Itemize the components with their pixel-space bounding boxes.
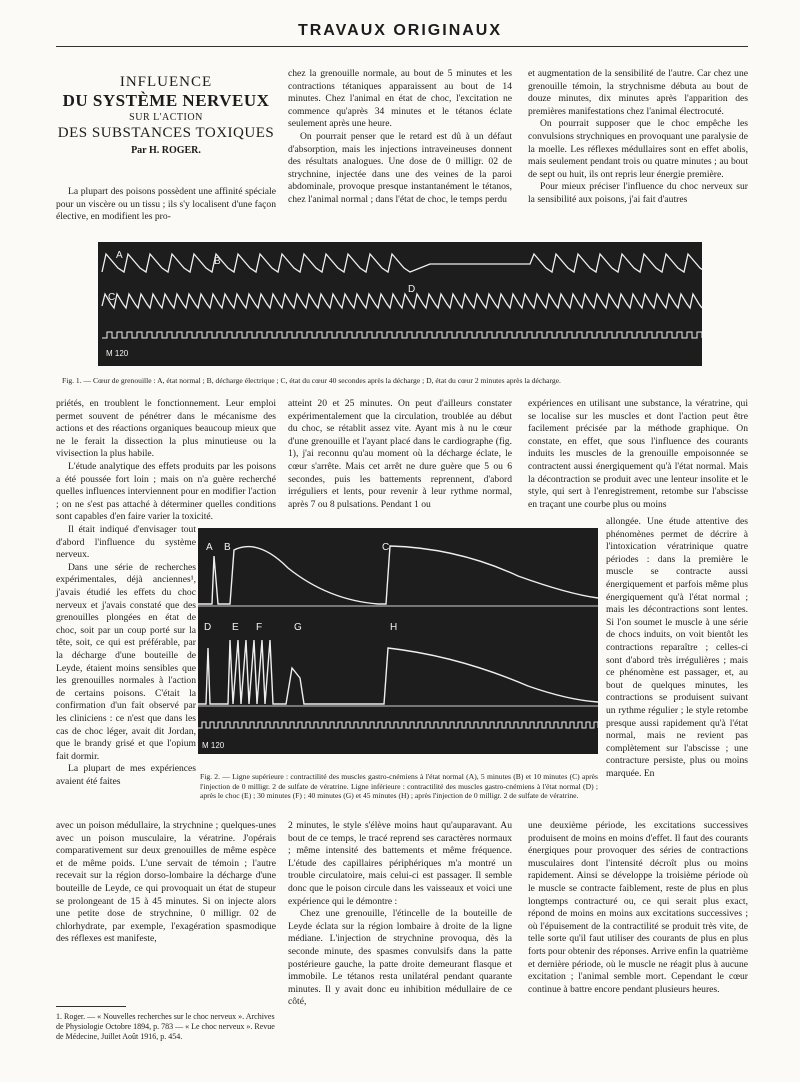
figure-1-heart-tracing	[98, 242, 702, 366]
fig1-scale-label: M 120	[106, 349, 129, 358]
column-3-bottom	[528, 820, 748, 996]
fig2-label-a: A	[206, 542, 213, 553]
paragraph: allongée. Une étude attentive des phénomènes permet de décrire à l'intoxication vératrinique quatre périodes : dans la première le muscle se contracte aussi énergiquement et parfois même plus énergiquement qu'à l'état normal ; mais les décontractions sont lentes. Si l'on soumet le muscle à une série de chocs induits, on voit bientôt les contractions reparaître ; celles-ci sont d'abord très irrégulières ; mais ce phénomène est passager, et, au bout de quelques minutes, les contractions se produisent suivant un rythme régulier ; le style retombe presque aussi rapidement qu'à l'état normal, mais ne revient pas complètement sur l'abscisse ; une contracture persiste, plus ou moins marquée. En	[606, 516, 748, 779]
paragraph: chez la grenouille normale, au bout de 5 minutes et les contractions tétaniques apparaissent au bout de 14 minutes. Chez l'animal en état de choc, l'excitation ne commence qu'après 34 minutes et le tétanos éclate seulement après une heure.	[288, 68, 512, 130]
figure-2-background	[198, 528, 598, 754]
column-1-narrow	[56, 524, 196, 788]
column-2-mid	[288, 398, 512, 511]
column-3-narrow	[606, 516, 748, 780]
fig2-scale-label: M 120	[202, 741, 225, 750]
title-line-4: DES SUBSTANCES TOXIQUES	[57, 125, 275, 141]
paragraph: Pour mieux préciser l'influence du choc nerveux sur la sensibilité aux poisons, j'ai fait d'autres	[528, 181, 748, 205]
title-line-2: DU SYSTÈME NERVEUX	[62, 91, 270, 110]
paragraph: Il était indiqué d'envisager tout d'abord l'influence du système nerveux.	[56, 524, 196, 561]
footnote-rule	[56, 1006, 126, 1007]
paragraph: L'étude analytique des effets produits par les poisons a été poussée fort loin ; mais on n'a guère recherché quelles influences interviennent pour en modifier l'action ; on ne s'est pas attaché à déterminer quelles conditions sont capables d'en faire varier la toxicité.	[56, 460, 276, 523]
fig2-label-d: D	[204, 622, 212, 633]
column-1-top	[56, 186, 276, 224]
column-2-bottom	[288, 820, 512, 1009]
figure-1-background	[98, 242, 702, 366]
fig2-label-f: F	[256, 622, 263, 633]
fig1-label-c: C	[108, 292, 116, 303]
figure-1-caption: Fig. 1. — Cœur de grenouille : A, état normal ; B, décharge électrique ; C, état du cœur 40 secondes après la décharge ; D, état du cœur 2 minutes après la décharge.	[62, 376, 561, 385]
paragraph: La plupart de mes expériences avaient été faites	[56, 763, 196, 787]
trace-time-signal	[198, 722, 598, 728]
journal-section-header: TRAVAUX ORIGINAUX	[297, 22, 503, 39]
fig1-label-d: D	[408, 284, 416, 295]
fig2-label-h: H	[390, 622, 398, 633]
article-title-block	[56, 74, 276, 158]
column-2-top	[288, 68, 512, 207]
column-1-mid	[56, 398, 276, 524]
figure-2-muscle-tracing	[198, 528, 598, 754]
author-byline: Par H. ROGER.	[131, 145, 201, 156]
fig2-label-e: E	[232, 622, 239, 633]
paragraph: avec un poison médullaire, la strychnine ; quelques-unes avec un poison musculaire, la vératrine. J'opérais comparativement sur deux grenouilles de même espèce et de même poids. L'une servait de témoin ; l'autre recevait sur la région dorso-lombaire la décharge d'une bouteille de Leyde, ce qui provoquait un état de stupeur se prolongeant de 15 à 45 minutes. Si on injecte alors une petite dose de strychnine, 0 milligr. 02 de chlorhydrate, par exemple, l'exagération spasmodique des réflexes est manifeste,	[56, 820, 276, 945]
title-line-3: SUR L'ACTION	[129, 112, 203, 123]
trace-time-signal	[102, 332, 702, 338]
paragraph: et augmentation de la sensibilité de l'autre. Car chez une grenouille témoin, la strychnisme débuta au bout de douze minutes, dix minutes après l'apparition des premières manifestations chez l'animal électrocuté.	[528, 68, 748, 117]
paragraph: La plupart des poisons possèdent une affinité spéciale pour un viscère ou un tissu ; ils s'y localisent d'une façon élective, en modifient les pro-	[56, 186, 276, 223]
fig2-label-c: C	[382, 542, 390, 553]
title-line-1: INFLUENCE	[119, 74, 213, 90]
paragraph: 2 minutes, le style s'élève moins haut qu'auparavant. Au bout de ce temps, le tracé reprend ses caractères normaux ; même intensité des battements et même fréquence. L'étude des capillaires périphériques m'a montré un trouble circulatoire, mais celui-ci est passager. Il semble donc que le poison circule dans les vaisseaux et voici une expérience qui le démontre :	[288, 820, 512, 907]
column-3-mid	[528, 398, 748, 511]
paragraph: atteint 20 et 25 minutes. On peut d'ailleurs constater expérimentalement que la circulation, troublée au début du choc, se rétablit assez vite. Ayant mis à nu le cœur d'une grenouille et l'ayant placé dans le cardiographe (fig. 1), j'ai reconnu qu'au moment où la décharge éclate, le cœur s'arrête. Mais cet arrêt ne dure guère que 5 ou 6 secondes, puis les battements reprennent, d'abord irréguliers et lents, pour revenir à leur rythme normal, après 7 ou 8 pulsations. Pendant 1 ou	[288, 398, 512, 510]
paragraph: Chez une grenouille, l'étincelle de la bouteille de Leyde éclata sur la région lombaire à droite de la ligne médiane. L'injection de strychnine provoqua, dès la seconde minute, des spasmes convulsifs dans la patte postérieure gauche, la patte droite demeurant flasque et immobile. Le tétanos resta unilatéral pendant quarante minutes. Il y avait donc eu inhibition médullaire de ce côté,	[288, 908, 512, 1008]
paragraph: Dans une série de recherches expérimentales, déjà anciennes¹, j'avais étudié les effets du choc nerveux et j'avais constaté que des grenouilles plongées en état de choc, soit par un coup porté sur la tête, soit, ce qui est préférable, par la décharge d'une bouteille de Leyde, étaient moins sensibles que les grenouilles normales à l'action de certains poisons. C'était la confirmation d'un fait observé par les cliniciens : ce n'est que dans les cas de choc léger, avait dit Jordan, que le brandy grisé et que l'opium fait dormir.	[56, 561, 196, 762]
header-rule	[56, 46, 748, 47]
paragraph: On pourrait supposer que le choc empêche les convulsions strychniques en provoquant une paralysie de la moelle. Les réflexes médullaires sont en effet abolis, mais seulement pendant trois ou quatre minutes ; au bout de sept ou huit, ils ont repris leur énergie première.	[528, 118, 748, 180]
footnote: 1. Roger. — « Nouvelles recherches sur le choc nerveux ». Archives de Physiologie Octobre 1894, p. 783 — « Le choc nerveux ». Revue de Médecine, Juillet Août 1916, p. 454.	[56, 1012, 275, 1041]
fig2-label-g: G	[294, 622, 302, 633]
paragraph: expériences en utilisant une substance, la vératrine, qui se localise sur les muscles et dont l'action peut être facilement précisée par la méthode graphique. On constate, en effet, que sous l'influence des courants induits les muscles de la grenouille empoisonnée se contractent aussi énergiquement qu'à l'état normal. Mais la décontraction se produit avec une lenteur insolite et le style, qui sert à l'enregistrement, retombe sur l'abscisse en traçant une courbe plus ou moins	[528, 398, 748, 510]
fig1-label-a: A	[116, 250, 123, 261]
column-3-top	[528, 68, 748, 207]
column-1-bottom	[56, 820, 276, 946]
fig2-label-b: B	[224, 542, 231, 553]
paragraph: On pourrait penser que le retard est dû à un défaut d'absorption, mais les injections intraveineuses donnent des résultats analogues. Une dose de 0 milligr. 02 de strychnine, injectée dans une des veines de la paroi abdominale, provoque presque instantanément le tétanos, chez l'animal normal ; dans l'état de choc, le temps perdu	[288, 130, 512, 205]
fig1-label-b: B	[214, 256, 221, 267]
paragraph: priétés, en troublent le fonctionnement. Leur emploi permet souvent de pénétrer dans le mécanisme des actions et des réactions organiques beaucoup mieux que ne le ferait la dissection la plus minutieuse ou la vivisection la plus habile.	[56, 398, 276, 460]
figure-2-caption: Fig. 2. — Ligne supérieure : contractilité des muscles gastro-cnémiens à l'état normal (A), 5 minutes (B) et 10 minutes (C) après l'injection de 0 milligr. 2 de sulfate de vératrine. Ligne inférieure : contractilité des muscles gastro-cnémiens à l'état normal (D) ; après le choc (E) ; 30 minutes (F) ; 40 minutes (G) et 45 minutes (H) ; après l'injection de 0 milligr. 2 de sulfate de vératrine.	[200, 772, 598, 801]
paragraph: une deuxième période, les excitations successives produisent de moins en moins d'effet. Il faut des courants énergiques pour provoquer des séries de contractions musculaires dont l'intensité décroît plus ou moins rapidement. Ainsi se développe la troisième période où le muscle se contracte faiblement, reste de plus en plus longtemps contracturé ou, ce qui serait plus exact, répond de moins en moins aux excitations successives ; où l'épuisement de la contractilité se produit très vite, de telle sorte qu'il faut utiliser des courants de plus en plus forts pour obtenir des réponses. Arrive enfin la quatrième et dernière période, où le muscle ne réagit plus à aucune excitation ; l'animal semble mort. Cependant le cœur continue à battre encore pendant plusieurs heures.	[528, 820, 748, 995]
